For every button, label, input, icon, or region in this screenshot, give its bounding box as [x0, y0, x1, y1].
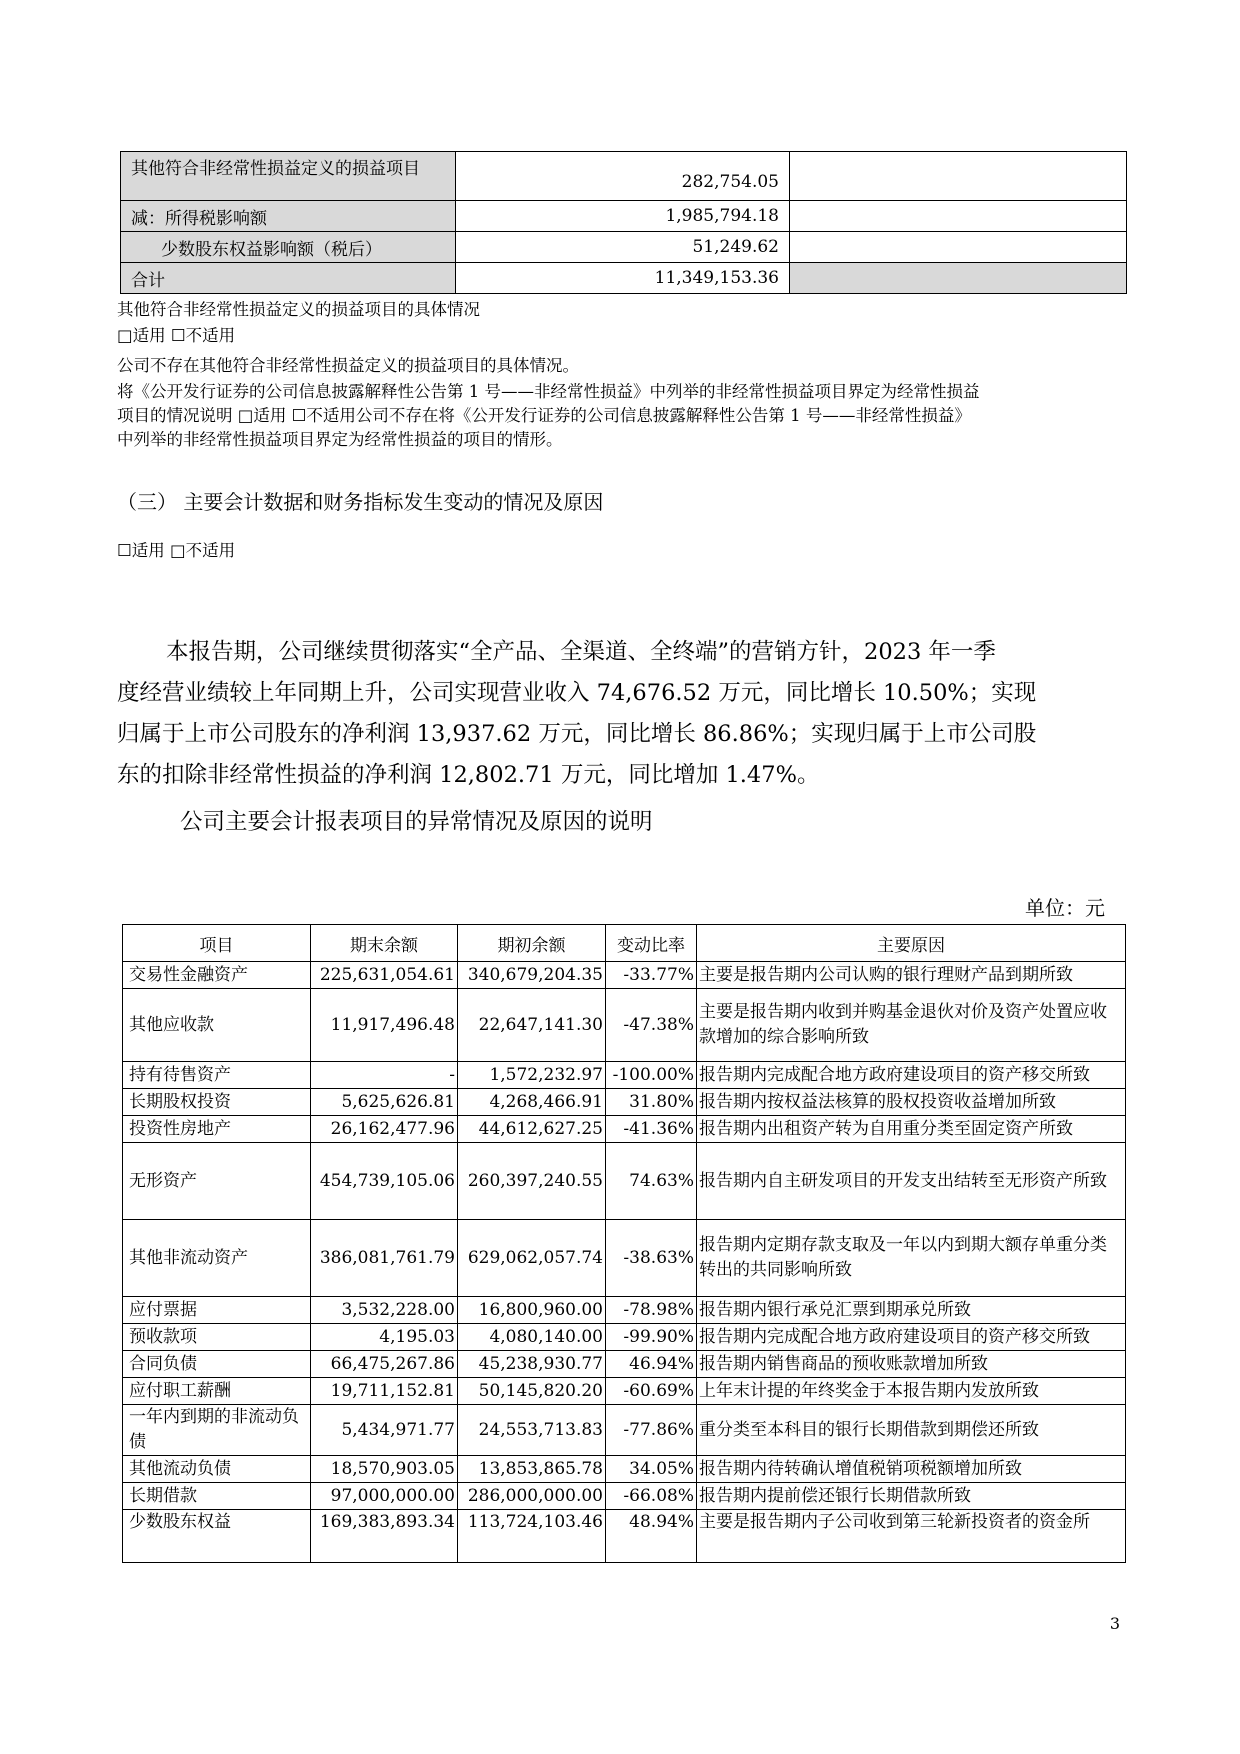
note-text: 公司不存在其他符合非经常性损益定义的损益项目的具体情况。 — [117, 356, 579, 375]
reason-cell: 重分类至本科目的银行长期借款到期偿还所致 — [697, 1405, 1126, 1456]
end-balance-cell: 169,383,893.34 — [311, 1510, 458, 1563]
table-row — [123, 1510, 1126, 1563]
end-balance-cell: 4,195.03 — [311, 1324, 458, 1351]
change-ratio-cell: -99.90% — [606, 1324, 697, 1351]
paragraph-line: 归属于上市公司股东的净利润 13,937.62 万元，同比增长 86.86%；实现归属于上市公司股 — [117, 721, 1037, 747]
note-text: 中列举的非经常性损益项目界定为经常性损益的项目的情形。 — [117, 430, 563, 449]
item-cell: 其他流动负债 — [123, 1456, 311, 1483]
note-heading: 其他符合非经常性损益定义的损益项目的具体情况 — [117, 300, 480, 319]
table-header-row — [123, 925, 1126, 962]
table-row — [123, 1062, 1126, 1089]
item-cell: 少数股东权益 — [123, 1510, 311, 1563]
item-cell: 其他应收款 — [123, 989, 311, 1062]
table-row — [121, 232, 1127, 263]
begin-balance-cell: 629,062,057.74 — [458, 1220, 606, 1297]
change-ratio-cell: -78.98% — [606, 1297, 697, 1324]
change-ratio-cell: 34.05% — [606, 1456, 697, 1483]
applicability-checkboxes: □适用 ☐不适用 — [117, 326, 236, 345]
begin-balance-cell: 260,397,240.55 — [458, 1143, 606, 1220]
table-row — [123, 1324, 1126, 1351]
reason-cell: 报告期内提前偿还银行长期借款所致 — [697, 1483, 1126, 1510]
item-cell: 长期借款 — [123, 1483, 311, 1510]
end-balance-cell: 66,475,267.86 — [311, 1351, 458, 1378]
change-ratio-cell: -47.38% — [606, 989, 697, 1062]
page-number: 3 — [1109, 1614, 1120, 1633]
change-ratio-cell: -66.08% — [606, 1483, 697, 1510]
table-row — [121, 152, 1127, 201]
item-cell: 应付职工薪酬 — [123, 1378, 311, 1405]
end-balance-cell: 386,081,761.79 — [311, 1220, 458, 1297]
reason-cell: 报告期内出租资产转为自用重分类至固定资产所致 — [697, 1116, 1126, 1143]
reason-cell: 报告期内待转确认增值税销项税额增加所致 — [697, 1456, 1126, 1483]
begin-balance-cell: 4,080,140.00 — [458, 1324, 606, 1351]
reason-cell: 主要是报告期内子公司收到第三轮新投资者的资金所 — [697, 1510, 1126, 1563]
item-cell: 交易性金融资产 — [123, 962, 311, 989]
change-ratio-cell: -60.69% — [606, 1378, 697, 1405]
table-row — [123, 989, 1126, 1062]
row-note — [790, 152, 1127, 201]
row-label: 合计 — [121, 263, 456, 294]
begin-balance-cell: 44,612,627.25 — [458, 1116, 606, 1143]
column-header: 项目 — [123, 925, 311, 962]
paragraph-line: 东的扣除非经常性损益的净利润 12,802.71 万元，同比增加 1.47%。 — [117, 762, 820, 788]
reason-cell: 主要是报告期内收到并购基金退伙对价及资产处置应收款增加的综合影响所致 — [697, 989, 1126, 1062]
table-row — [123, 962, 1126, 989]
change-ratio-cell: 31.80% — [606, 1089, 697, 1116]
reason-cell: 报告期内完成配合地方政府建设项目的资产移交所致 — [697, 1324, 1126, 1351]
item-cell: 应付票据 — [123, 1297, 311, 1324]
item-cell: 预收款项 — [123, 1324, 311, 1351]
column-header: 主要原因 — [697, 925, 1126, 962]
reason-cell: 报告期内按权益法核算的股权投资收益增加所致 — [697, 1089, 1126, 1116]
item-cell: 合同负债 — [123, 1351, 311, 1378]
begin-balance-cell: 113,724,103.46 — [458, 1510, 606, 1563]
table-row — [123, 1456, 1126, 1483]
note-text: 将《公开发行证券的公司信息披露解释性公告第 1 号——非经常性损益》中列举的非经常性损益项目界定为经常性损益 — [117, 382, 980, 401]
begin-balance-cell: 16,800,960.00 — [458, 1297, 606, 1324]
reason-cell: 报告期内销售商品的预收账款增加所致 — [697, 1351, 1126, 1378]
row-value: 282,754.05 — [456, 152, 790, 201]
end-balance-cell: 19,711,152.81 — [311, 1378, 458, 1405]
item-cell: 一年内到期的非流动负债 — [123, 1405, 311, 1456]
end-balance-cell: 454,739,105.06 — [311, 1143, 458, 1220]
table-row — [123, 1351, 1126, 1378]
row-note — [790, 232, 1127, 263]
table-row — [121, 263, 1127, 294]
row-label: 少数股东权益影响额（税后） — [121, 232, 456, 263]
begin-balance-cell: 286,000,000.00 — [458, 1483, 606, 1510]
change-ratio-cell: 48.94% — [606, 1510, 697, 1563]
change-ratio-cell: -33.77% — [606, 962, 697, 989]
table-row — [123, 1220, 1126, 1297]
item-cell: 持有待售资产 — [123, 1062, 311, 1089]
table-row — [123, 1483, 1126, 1510]
reason-cell: 报告期内完成配合地方政府建设项目的资产移交所致 — [697, 1062, 1126, 1089]
begin-balance-cell: 24,553,713.83 — [458, 1405, 606, 1456]
item-cell: 其他非流动资产 — [123, 1220, 311, 1297]
change-ratio-cell: 74.63% — [606, 1143, 697, 1220]
table-row — [121, 201, 1127, 232]
balance-change-table — [122, 924, 1126, 1563]
row-note — [790, 201, 1127, 232]
column-header: 变动比率 — [606, 925, 697, 962]
subtitle: 公司主要会计报表项目的异常情况及原因的说明 — [180, 809, 653, 835]
table-row — [123, 1405, 1126, 1456]
note-text: 项目的情况说明 □适用 ☐不适用公司不存在将《公开发行证券的公司信息披露解释性公告第 1 号——非经常性损益》 — [117, 406, 971, 425]
unit-label: 单位：元 — [1025, 896, 1105, 920]
applicability-checkboxes: ☐适用 □不适用 — [117, 541, 236, 560]
row-value: 51,249.62 — [456, 232, 790, 263]
column-header: 期初余额 — [458, 925, 606, 962]
change-ratio-cell: -41.36% — [606, 1116, 697, 1143]
change-ratio-cell: 46.94% — [606, 1351, 697, 1378]
item-cell: 无形资产 — [123, 1143, 311, 1220]
section-title: （三） 主要会计数据和财务指标发生变动的情况及原因 — [117, 490, 604, 514]
end-balance-cell: 11,917,496.48 — [311, 989, 458, 1062]
table-row — [123, 1116, 1126, 1143]
end-balance-cell: 5,434,971.77 — [311, 1405, 458, 1456]
row-value: 1,985,794.18 — [456, 201, 790, 232]
begin-balance-cell: 50,145,820.20 — [458, 1378, 606, 1405]
row-label: 减：所得税影响额 — [121, 201, 456, 232]
change-ratio-cell: -100.00% — [606, 1062, 697, 1089]
begin-balance-cell: 22,647,141.30 — [458, 989, 606, 1062]
reason-cell: 报告期内银行承兑汇票到期承兑所致 — [697, 1297, 1126, 1324]
reason-cell: 上年末计提的年终奖金于本报告期内发放所致 — [697, 1378, 1126, 1405]
row-value: 11,349,153.36 — [456, 263, 790, 294]
item-cell: 长期股权投资 — [123, 1089, 311, 1116]
non-recurring-summary-table — [120, 151, 1127, 294]
reason-cell: 报告期内自主研发项目的开发支出结转至无形资产所致 — [697, 1143, 1126, 1220]
table-row — [123, 1297, 1126, 1324]
paragraph-line: 度经营业绩较上年同期上升，公司实现营业收入 74,676.52 万元，同比增长 10.50%；实现 — [117, 680, 1037, 706]
table-row — [123, 1143, 1126, 1220]
item-cell: 投资性房地产 — [123, 1116, 311, 1143]
end-balance-cell: 3,532,228.00 — [311, 1297, 458, 1324]
column-header: 期末余额 — [311, 925, 458, 962]
paragraph-line: 本报告期，公司继续贯彻落实“全产品、全渠道、全终端”的营销方针，2023 年一季 — [166, 639, 996, 665]
row-label: 其他符合非经常性损益定义的损益项目 — [121, 152, 456, 201]
begin-balance-cell: 13,853,865.78 — [458, 1456, 606, 1483]
begin-balance-cell: 1,572,232.97 — [458, 1062, 606, 1089]
table-row — [123, 1089, 1126, 1116]
row-note — [790, 263, 1127, 294]
end-balance-cell: - — [311, 1062, 458, 1089]
end-balance-cell: 5,625,626.81 — [311, 1089, 458, 1116]
begin-balance-cell: 45,238,930.77 — [458, 1351, 606, 1378]
begin-balance-cell: 4,268,466.91 — [458, 1089, 606, 1116]
begin-balance-cell: 340,679,204.35 — [458, 962, 606, 989]
reason-cell: 主要是报告期内公司认购的银行理财产品到期所致 — [697, 962, 1126, 989]
change-ratio-cell: -77.86% — [606, 1405, 697, 1456]
reason-cell: 报告期内定期存款支取及一年以内到期大额存单重分类转出的共同影响所致 — [697, 1220, 1126, 1297]
end-balance-cell: 97,000,000.00 — [311, 1483, 458, 1510]
end-balance-cell: 26,162,477.96 — [311, 1116, 458, 1143]
end-balance-cell: 18,570,903.05 — [311, 1456, 458, 1483]
end-balance-cell: 225,631,054.61 — [311, 962, 458, 989]
table-row — [123, 1378, 1126, 1405]
change-ratio-cell: -38.63% — [606, 1220, 697, 1297]
